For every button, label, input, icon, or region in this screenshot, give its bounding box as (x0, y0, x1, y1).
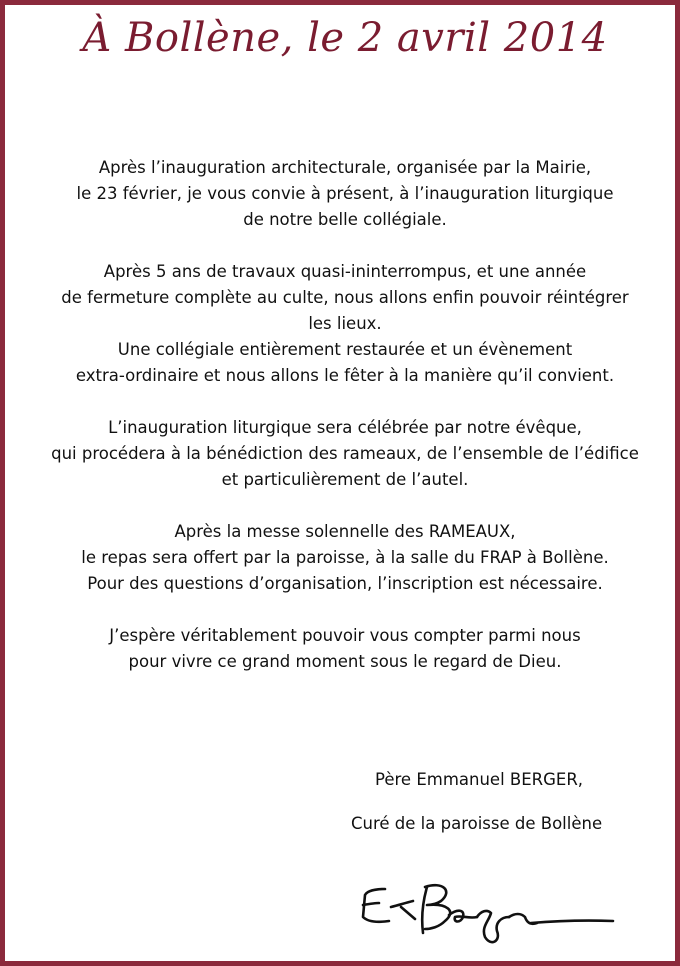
paragraph (25, 415, 665, 493)
text-line: J’espère véritablement pouvoir vous compter parmi nous (109, 626, 581, 645)
text-line: Pour des questions d’organisation, l’inscription est nécessaire. (87, 574, 603, 593)
text-line: Après la messe solennelle des RAMEAUX, (174, 522, 516, 541)
text-line: Une collégiale entièrement restaurée et un évènement (117, 340, 573, 359)
text-line: qui procédera à la bénédiction des rameaux, de l’ensemble de l’édifice (51, 444, 639, 463)
text-line: extra-ordinaire et nous allons le fêter à la manière qu’il convient. (75, 366, 615, 385)
signatory-role: Curé de la paroisse de Bollène (351, 814, 603, 833)
paragraph (25, 155, 665, 233)
place-date-heading: À Bollène, le 2 avril 2014 (82, 15, 608, 61)
text-line: pour vivre ce grand moment sous le regard de Dieu. (128, 652, 562, 671)
text-line: Après l’inauguration architecturale, organisée par la Mairie, (98, 158, 592, 177)
text-line: les lieux. (308, 314, 382, 333)
letter-body (25, 155, 665, 701)
handwritten-signature (345, 877, 625, 957)
paragraph (25, 623, 665, 675)
signatory-name: Père Emmanuel BERGER, (375, 770, 584, 789)
paragraph (25, 259, 665, 389)
paragraph (25, 519, 665, 597)
text-line: Après 5 ans de travaux quasi-ininterrompus, et une année (103, 262, 587, 281)
text-line: L’inauguration liturgique sera célébrée par notre évêque, (108, 418, 582, 437)
text-line: le repas sera offert par la paroisse, à la salle du FRAP à Bollène. (81, 548, 609, 567)
text-line: le 23 février, je vous convie à présent, à l’inauguration liturgique (76, 184, 614, 203)
text-line: de fermeture complète au culte, nous allons enfin pouvoir réintégrer (61, 288, 629, 307)
text-line: de notre belle collégiale. (243, 210, 447, 229)
text-line: et particulièrement de l’autel. (221, 470, 469, 489)
